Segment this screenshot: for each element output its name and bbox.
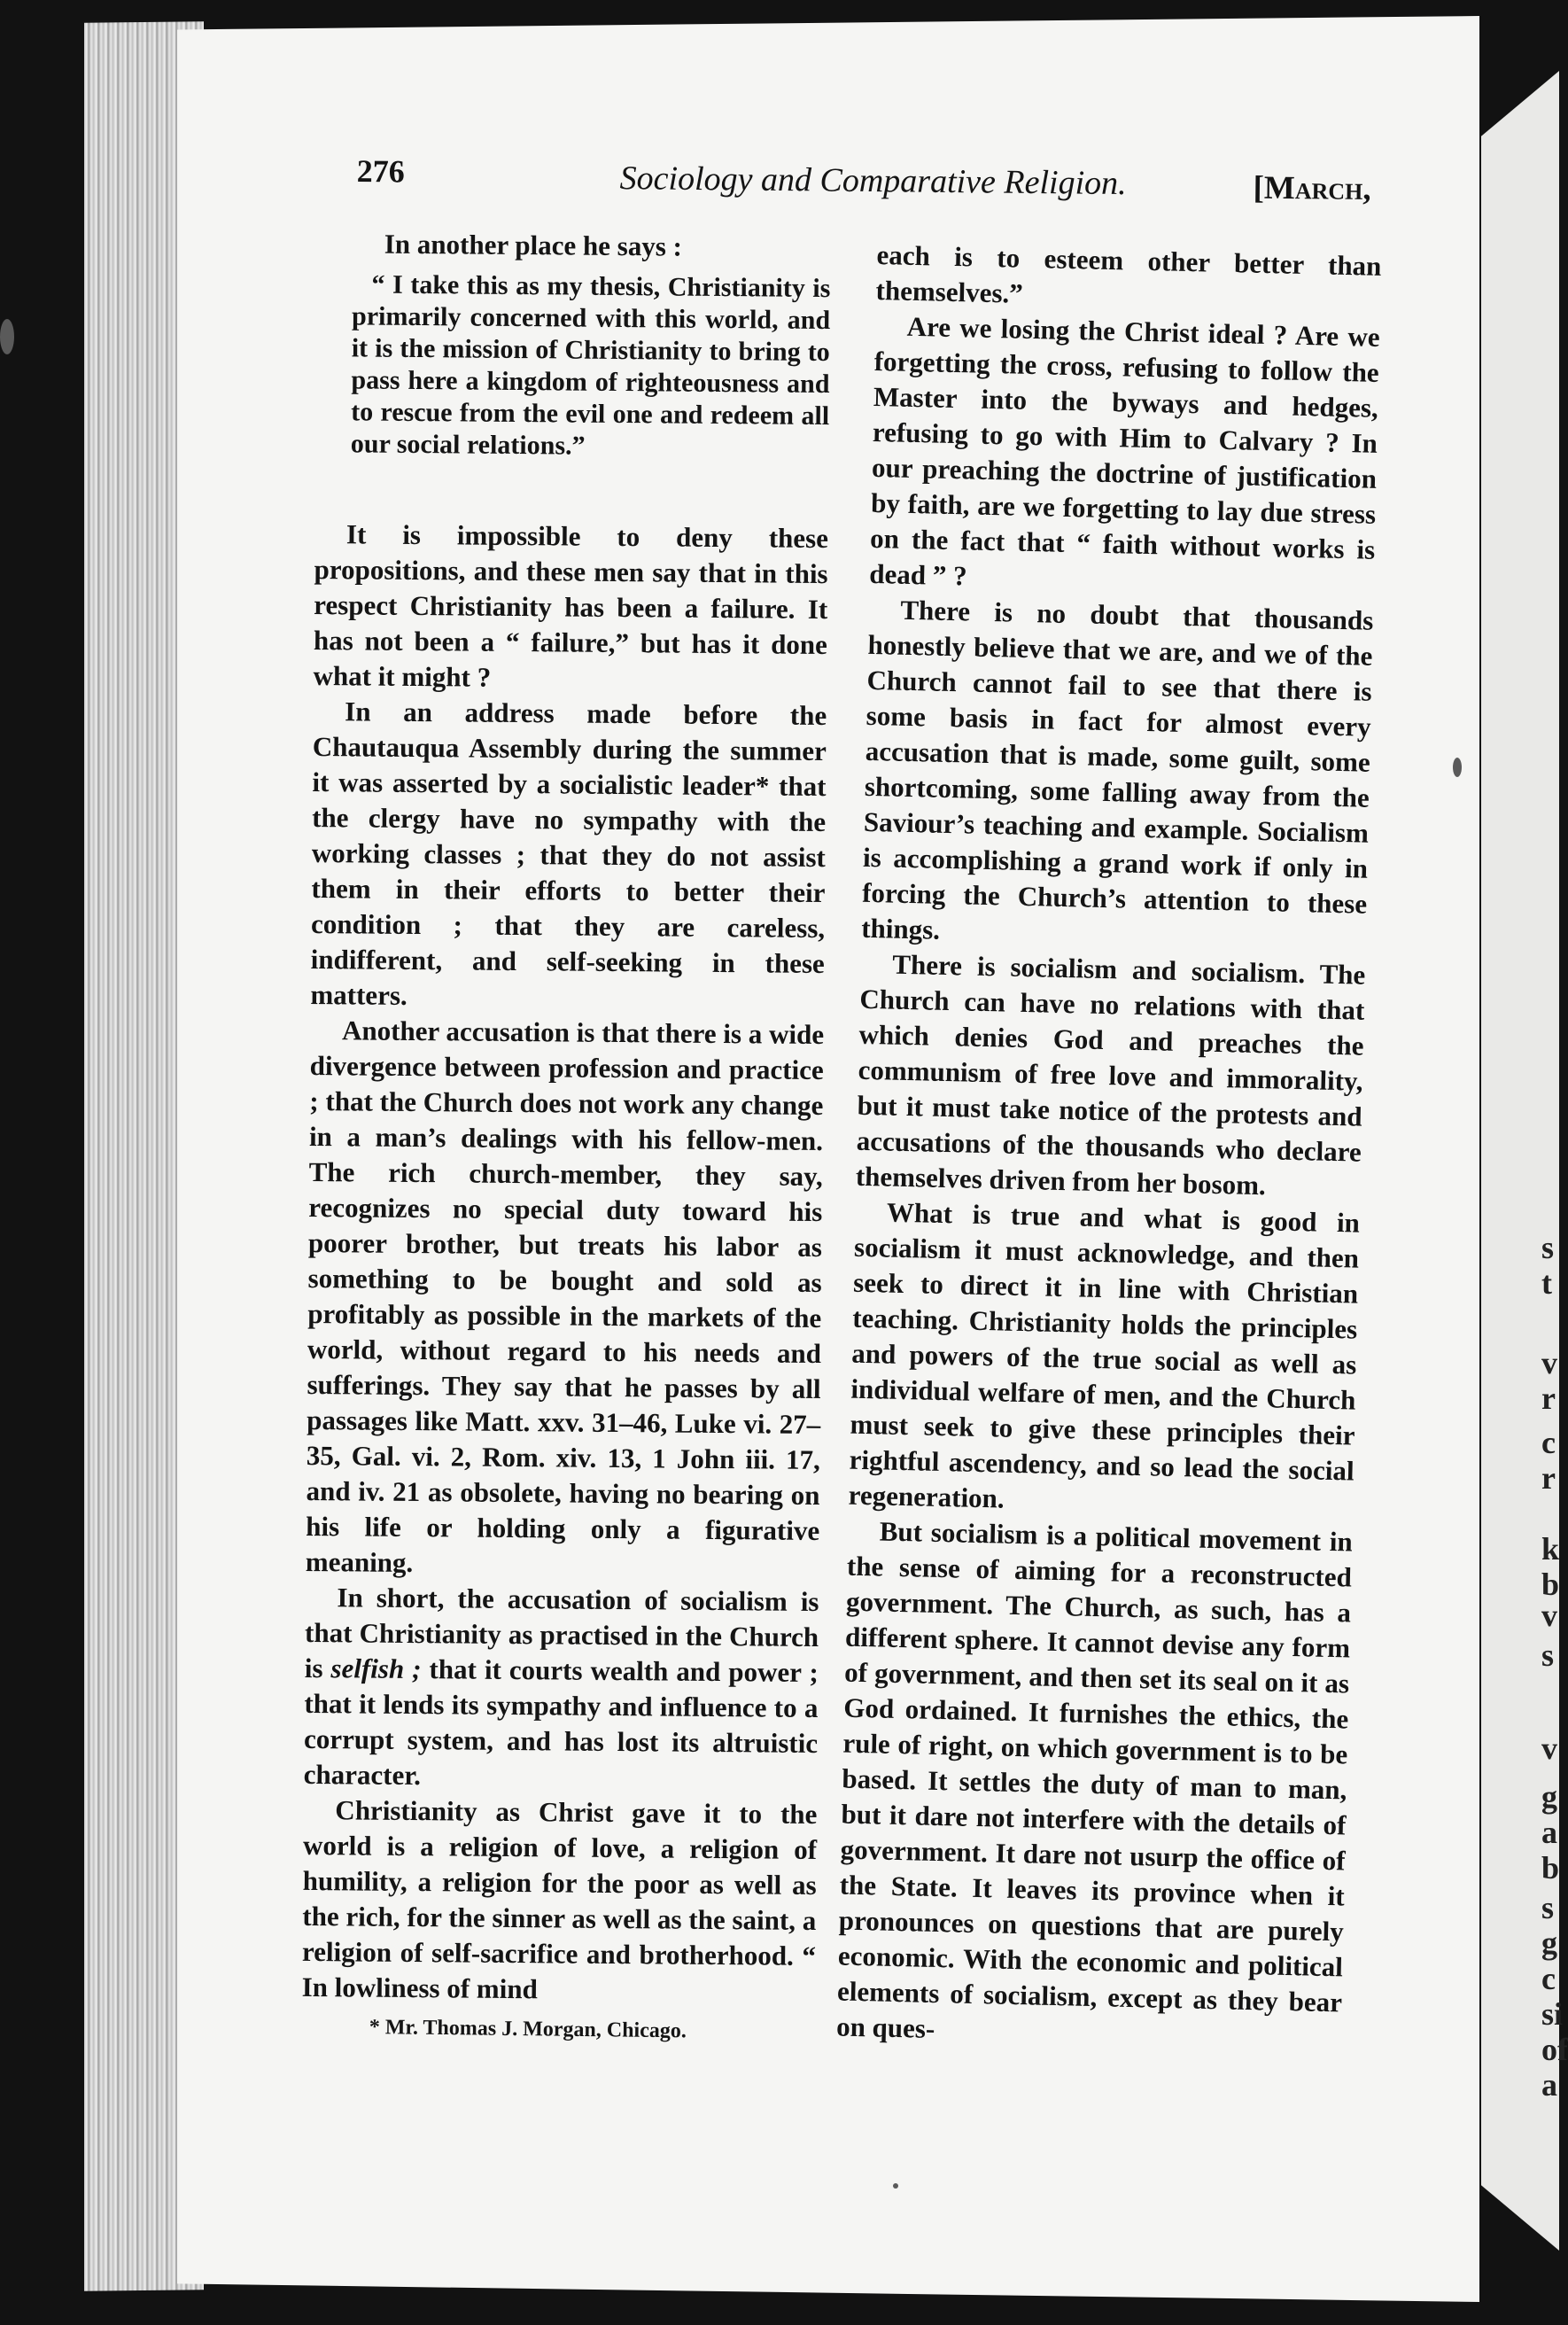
paragraph: There is socialism and socialism. The Church can have no relations with that which denies God and preaches the communism of free love and immorality, but it must take notice of the protests and accusations of the thousands who declare themselves driven from her bosom. xyxy=(855,948,1366,1201)
section-mark: [March, xyxy=(1253,169,1371,207)
fragment: c xyxy=(1541,1425,1556,1460)
quote-intro: In another place he says : xyxy=(384,228,683,262)
fragment: t xyxy=(1541,1265,1552,1301)
paragraph: But socialism is a political movement in the sense of aiming for a reconstructed government. The Church, as such, has a different sphere. It cannot devise any form of government, and then set its seal on it as God ordained. It furnishes the ethics, the rule of right, on which government is to be based. It settles the duty of man to man, but it dare not interfere with the details of government. It dare not usurp the office of the State. It leaves its province when it pronounces on questions that are purely economic. With the economic and political elements of socialism, except as they bear on ques- xyxy=(835,1515,1354,2044)
paragraph: It is impossible to deny these propositions, and these men say that in this respect Christianity has been a failure. It has not been a “ failure,” but has it done what it might ? xyxy=(313,518,829,693)
fragment: b xyxy=(1541,1850,1560,1886)
scan-speck xyxy=(893,2183,898,2189)
running-header xyxy=(356,149,1389,222)
running-title: Sociology and Comparative Religion. xyxy=(619,159,1127,203)
fragment: r xyxy=(1541,1460,1556,1496)
fragment: of xyxy=(1541,2032,1568,2067)
fragment: s xyxy=(1541,1230,1555,1265)
paragraph: Are we losing the Christ ideal ? Are we forgetting the cross, refusing to follow the Master into the byways and hedges, refusing to go with Him to Calvary ? In our preaching the doctrine of justification by faith, are we forgetting to lay due stress on the fact that “ faith without works is dead ” ? xyxy=(868,310,1380,592)
fragment: g xyxy=(1541,1779,1557,1815)
fragment: k xyxy=(1541,1531,1560,1567)
fragment: a xyxy=(1541,2067,1557,2103)
fragment: si xyxy=(1541,1996,1564,2032)
paragraph: Christianity as Christ gave it to the world is a religion of love, a religion of humility, a religion for the poor as well as the rich, for the sinner as well as the saint, a religion of self-sacrifice and brotherhood. “ In lowliness of mind xyxy=(301,1794,818,2005)
left-column xyxy=(301,226,831,2010)
scan-speck xyxy=(1453,758,1462,777)
fragment: c xyxy=(1541,1961,1556,1996)
block-quote: “ I take this as my thesis, Christianity is primarily concerned with this world, and it is the mission of Christianity to bring to pass here a kingdom of righteousness and to rescue from the evil one and redeem all our social relations.” xyxy=(350,269,831,461)
facing-page-fragments xyxy=(1541,0,1568,2325)
paragraph: In an address made before the Chautauqua Assembly during the summer it was asserted by a socialistic leader* that the clergy have no sympathy with the working classes ; that they do not assist them in their efforts to better their condition ; that they are careless, indifferent, and self-seeking in these matters. xyxy=(310,696,827,1011)
italic-word: selfish ; xyxy=(330,1652,422,1685)
paragraph: There is no doubt that thousands honestly believe that we are, and we of the Church cannot fail to see that there is some basis in fact for almost every accusation that is made, some guilt, some shortcoming, some falling away from the Saviour’s teaching and example. Socialism is accomplishing a grand work if only in forcing the Church’s attention to these things. xyxy=(860,594,1374,945)
continued-quote: each is to esteem other better than themselves.” xyxy=(875,238,1382,309)
fragment: s xyxy=(1541,1890,1555,1925)
fragment: a xyxy=(1541,1815,1557,1850)
fragment: r xyxy=(1541,1380,1556,1416)
text-run: In short, the accusation of socialism is that Christianity as practised in the Church is xyxy=(304,1582,819,1684)
fragment: g xyxy=(1541,1925,1557,1961)
text-run: that it courts wealth and power ; that it lends its sympathy and influence to a corrupt system, and has lost its altruistic character. xyxy=(303,1653,819,1792)
paragraph-selfish xyxy=(304,1580,819,1797)
paragraph: What is true and what is good in socialism it must acknowledge, and then seek to direct it in line with Christian teaching. Christianity holds the principles and powers of the true social as well as individual welfare of men, and the Church must seek to give these principles their rightful ascendency, and so lead the social regeneration. xyxy=(848,1196,1361,1514)
fragment: s xyxy=(1541,1637,1555,1673)
fragment: v xyxy=(1541,1345,1557,1380)
fragment: v xyxy=(1541,1598,1557,1633)
fragment: b xyxy=(1541,1567,1560,1602)
scan-speck xyxy=(0,319,14,354)
paragraph: Another accusation is that there is a wide divergence between profession and practice ; that the Church does not work any change in a man’s dealings with his fellow-men. The rich church-member, they say, recognizes no special duty toward his poorer brother, but treats his labor as something to be bought and sold as profitably as possible in the markets of the world, without regard to his needs and sufferings. They say that he passes by all passages like Matt. xxv. 31–46, Luke vi. 27–35, Gal. vi. 2, Rom. xiv. 13, 1 John iii. 17, and iv. 21 as obsolete, having no bearing on his life or holding only a figurative meaning. xyxy=(305,1015,825,1579)
fragment: v xyxy=(1541,1730,1557,1766)
page-number: 276 xyxy=(356,152,405,190)
right-column xyxy=(836,237,1382,2056)
footnote: * Mr. Thomas J. Morgan, Chicago. xyxy=(369,2016,687,2043)
